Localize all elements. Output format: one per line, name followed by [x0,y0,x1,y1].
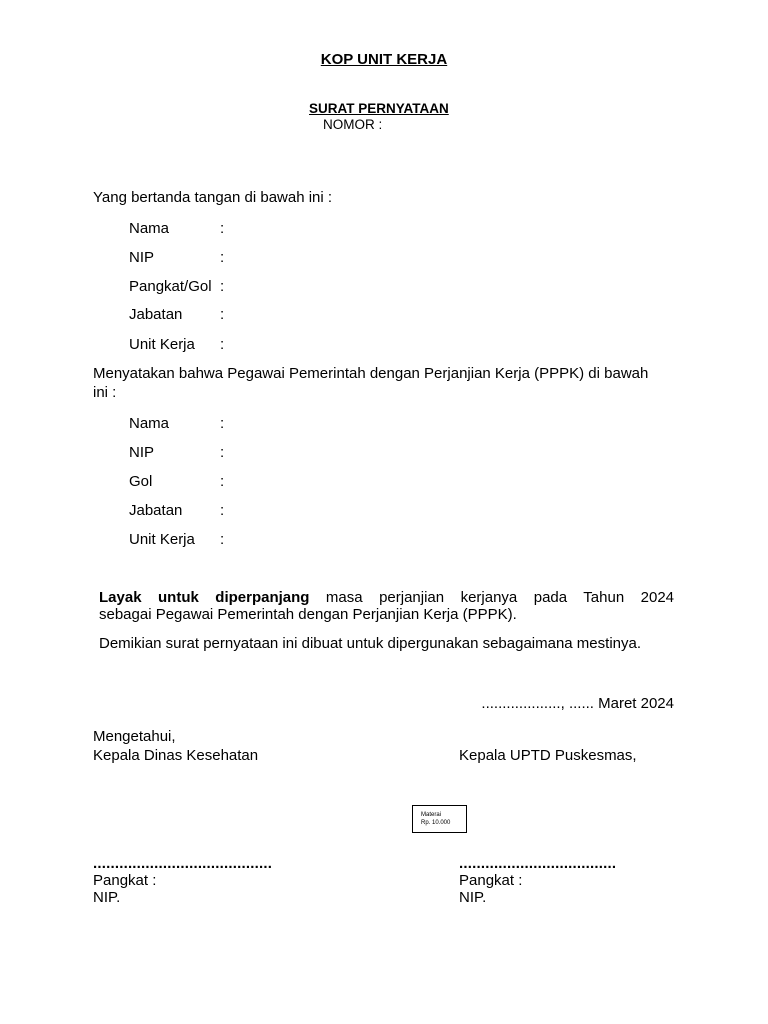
signer-field-colon: : [220,278,225,295]
signer-field-label: Nama [129,220,170,237]
pppk-field-label: Nama [129,415,170,432]
signer-field-label: Unit Kerja [129,336,195,353]
pppk-field-colon: : [220,473,225,490]
pppk-field-colon: : [220,502,225,519]
signer-field-colon: : [220,249,225,266]
decision-line-2: sebagai Pegawai Pemerintah dengan Perjanjian Kerja (PPPK). [99,606,517,623]
signer-field-colon: : [220,336,225,353]
pppk-field-colon: : [220,531,225,548]
statement-line-1: Menyatakan bahwa Pegawai Pemerintah dengan Perjanjian Kerja (PPPK) di bawah [93,365,649,382]
left-signature-line: ......................................... [93,855,273,872]
right-signature-line: .................................... [459,855,617,872]
right-pangkat-label: Pangkat : [459,872,523,889]
pppk-field-label: Gol [129,473,153,490]
right-nip-label: NIP. [459,889,487,906]
pppk-field-colon: : [220,444,225,461]
nomor-label: NOMOR : [323,117,383,132]
signer-field-colon: : [220,306,225,323]
signer-field-label: Jabatan [129,306,183,323]
pppk-field-label: Unit Kerja [129,531,195,548]
decision-line-1 [99,589,674,607]
kop-unit-kerja: KOP UNIT KERJA [320,51,448,68]
pppk-field-colon: : [220,415,225,432]
statement-line-2: ini : [93,384,117,401]
intro-text: Yang bertanda tangan di bawah ini : [93,189,333,206]
date-line: ..................., ...... Maret 2024 [481,695,674,712]
materai-stamp-box [412,805,467,833]
left-signer-title: Kepala Dinas Kesehatan [93,747,259,764]
mengetahui-label: Mengetahui, [93,728,176,745]
letter-title: SURAT PERNYATAAN [309,101,449,116]
decision-rest-text: masa perjanjian kerjanya pada Tahun 2024 [309,589,674,606]
left-pangkat-label: Pangkat : [93,872,157,889]
left-nip-label: NIP. [93,889,121,906]
pppk-field-label: NIP [129,444,155,461]
signer-field-label: Pangkat/Gol [129,278,212,295]
closing-text: Demikian surat pernyataan ini dibuat untuk dipergunakan sebagaimana mestinya. [99,635,641,652]
signer-field-colon: : [220,220,225,237]
signer-field-label: NIP [129,249,155,266]
right-signer-title: Kepala UPTD Puskesmas, [459,747,637,764]
stamp-line-2: Rp. 10.000 [421,820,451,826]
decision-bold-text: Layak untuk diperpanjang [99,589,310,606]
stamp-line-1: Materai [421,812,442,818]
pppk-field-label: Jabatan [129,502,183,519]
